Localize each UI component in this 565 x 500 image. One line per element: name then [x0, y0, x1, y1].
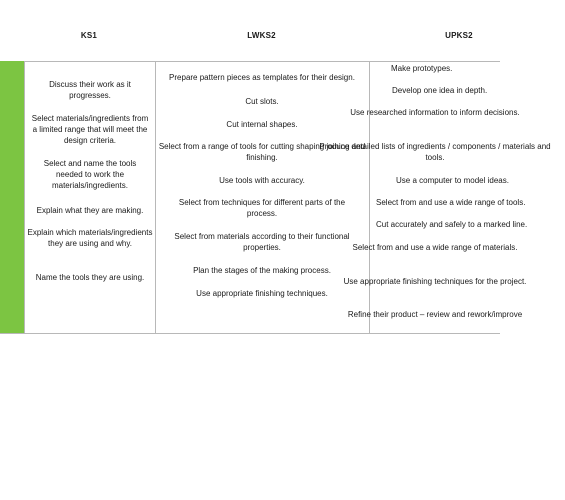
list-item: Produce detailed lists of ingredients / components / materials and tools. — [319, 142, 551, 162]
header-upks2: UPKS2 — [445, 31, 473, 40]
header-lwks2: LWKS2 — [247, 31, 276, 40]
list-item: Make prototypes. — [391, 64, 453, 73]
list-item: Plan the stages of the making process. — [193, 266, 331, 275]
list-item: Explain what they are making. — [36, 206, 144, 215]
list-item: Select from materials according to their functional properties. — [174, 232, 350, 252]
list-item: Prepare pattern pieces as templates for their design. — [169, 73, 355, 82]
list-item: Explain which materials/ingredients they are using and why. — [27, 228, 153, 248]
upks2-column — [319, 61, 551, 332]
green-band — [0, 61, 24, 333]
list-item: Use tools with accuracy. — [219, 176, 305, 185]
list-item: Use appropriate finishing techniques. — [196, 289, 328, 298]
list-item: Use appropriate finishing techniques for the project. — [343, 277, 527, 286]
list-item: Select from a range of tools for cutting shaping joining and finishing. — [158, 142, 366, 162]
list-item: Select from and use a wide range of materials. — [352, 243, 518, 252]
list-item: Use a computer to model ideas. — [396, 176, 509, 185]
list-item: Develop one idea in depth. — [392, 86, 488, 95]
list-item: Name the tools they are using. — [35, 273, 145, 282]
list-item: Select from techniques for different parts of the process. — [178, 198, 346, 218]
header-ks1: KS1 — [80, 31, 98, 40]
ks1-column — [25, 61, 155, 332]
lwks2-column — [156, 61, 368, 332]
list-item: Select and name the tools needed to work the materials/ingredients. — [43, 159, 137, 190]
list-item: Select materials/ingredients from a limited range that will meet the design criteria. — [31, 114, 149, 145]
list-item: Cut internal shapes. — [226, 120, 298, 129]
list-item: Select from and use a wide range of tools. — [376, 198, 526, 207]
list-item: Cut slots. — [245, 97, 279, 106]
list-item: Cut accurately and safely to a marked line. — [376, 220, 528, 229]
list-item: Discuss their work as it progresses. — [49, 80, 131, 100]
list-item: Refine their product – review and rework/improve — [347, 310, 523, 319]
list-item: Use researched information to inform decisions. — [350, 108, 520, 117]
